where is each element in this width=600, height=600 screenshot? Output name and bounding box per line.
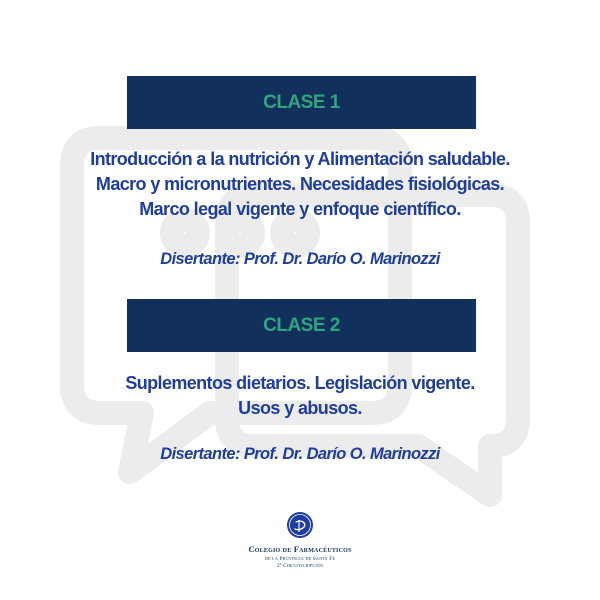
clase-2-line-1: Suplementos dietarios. Legislación vigente.	[125, 373, 475, 393]
logo-subtitle-1: de la Provincia de Santa Fe	[264, 556, 336, 562]
clase-1-line-1: Introducción a la nutrición y Alimentación saludable.	[90, 149, 510, 169]
logo-subtitle-2: 2ª Circunscripción	[276, 563, 324, 569]
clase-1-heading: CLASE 1	[263, 91, 340, 113]
clase-2-description	[30, 371, 570, 421]
logo-title: Colegio de Farmacéuticos	[248, 544, 352, 554]
clase-2-line-2: Usos y abusos.	[238, 398, 362, 418]
clase-1-banner	[127, 76, 476, 129]
clase-2-speaker: Disertante: Prof. Dr. Darío O. Marinozzi	[160, 445, 440, 463]
clase-2-heading: CLASE 2	[263, 314, 340, 336]
clase-1-line-2: Macro y micronutrientes. Necesidades fisiológicas.	[95, 174, 505, 194]
clase-2-banner	[127, 299, 476, 352]
clase-1-description	[30, 147, 570, 222]
caduceus-icon	[287, 512, 313, 538]
clase-1-speaker: Disertante: Prof. Dr. Darío O. Marinozzi	[160, 250, 440, 268]
clase-1-line-3: Marco legal vigente y enfoque científico.	[139, 199, 461, 219]
colegio-logo	[200, 512, 400, 580]
